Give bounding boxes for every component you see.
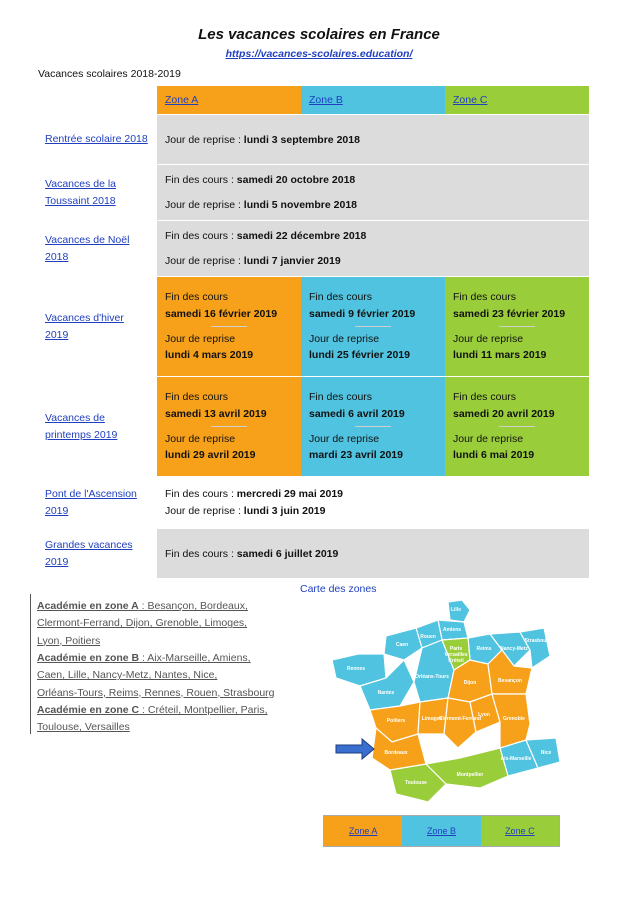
- printemps-b-fin-date: samedi 6 avril 2019: [309, 407, 405, 420]
- label-amiens: Amiens: [442, 627, 462, 633]
- academies-b-label: Académie en zone B: [37, 651, 140, 664]
- label-grenoble: Grenoble: [503, 716, 525, 722]
- source-link[interactable]: https://vacances-scolaires.education/: [225, 48, 413, 60]
- toussaint-fin-text: Fin des cours :: [165, 174, 237, 187]
- printemps-c-fin-date: samedi 20 avril 2019: [453, 407, 555, 420]
- label-limoges: Limoges: [421, 716, 443, 722]
- zone-a-header-label[interactable]: Zone A: [165, 94, 199, 106]
- noel-rep-text: Jour de reprise :: [165, 254, 244, 267]
- hiver-a-fin-date: samedi 16 février 2019: [165, 307, 278, 320]
- rentree-text: Jour de reprise :: [165, 133, 244, 146]
- label-aix: Aix-Marseille: [500, 756, 532, 762]
- zones-map: [330, 598, 580, 808]
- ascension-cell: [157, 477, 589, 529]
- academies-c-line1: [37, 702, 275, 719]
- ascension-fin-text: Fin des cours :: [165, 488, 237, 501]
- zone-c-header[interactable]: [445, 86, 589, 115]
- calendar-subtitle: Vacances scolaires 2018-2019: [38, 68, 181, 80]
- printemps-zone-a-cell: [157, 377, 301, 477]
- table-row-hiver: [37, 277, 589, 377]
- noel-fin-text: Fin des cours :: [165, 230, 237, 243]
- hiver-zone-b-cell: [301, 277, 445, 377]
- academies-b-line3: Orléans-Tours, Reims, Rennes, Rouen, Strasbourg: [37, 686, 275, 699]
- academies-a-text1: : Besançon, Bordeaux,: [138, 600, 248, 612]
- table-row-printemps: [37, 377, 589, 477]
- hiver-a-rep-text: Jour de reprise: [165, 333, 236, 345]
- label-nice: Nice: [540, 750, 552, 756]
- academies-c-label: Académie en zone C: [37, 703, 140, 716]
- map-title[interactable]: Carte des zones: [300, 583, 377, 595]
- ete-text: Fin des cours :: [165, 547, 237, 560]
- label-versailles: Versailles: [444, 652, 468, 658]
- ascension-fin-date: mercredi 29 mai 2019: [236, 488, 344, 501]
- legend-zone-a-label[interactable]: Zone A: [348, 826, 378, 836]
- hiver-c-rep-date: lundi 11 mars 2019: [453, 349, 547, 362]
- printemps-a-rep-text: Jour de reprise: [165, 433, 236, 445]
- academies-b-line2: Caen, Lille, Nancy-Metz, Nantes, Nice,: [37, 669, 218, 682]
- label-rennes: Rennes: [346, 666, 366, 672]
- row-label-rentree[interactable]: Rentrée scolaire 2018: [37, 115, 157, 165]
- row-label-ascension[interactable]: Pont de l'Ascension 2019: [37, 477, 157, 529]
- table-row-ascension: [37, 477, 589, 529]
- toussaint-cell: [157, 165, 589, 221]
- toussaint-fin-date: samedi 20 octobre 2018: [236, 174, 356, 187]
- label-bordeaux: Bordeaux: [384, 750, 408, 756]
- rentree-cell: [157, 115, 589, 165]
- label-orleans: Orléans-Tours: [415, 674, 449, 680]
- printemps-a-rep-date: lundi 29 avril 2019: [165, 449, 256, 462]
- label-montpellier: Montpellier: [456, 772, 484, 778]
- row-label-ete[interactable]: Grandes vacances 2019: [37, 529, 157, 579]
- zone-a-header[interactable]: [157, 86, 301, 115]
- academies-c-line2: Toulouse, Versailles: [37, 721, 130, 734]
- hiver-b-rep-date: lundi 25 février 2019: [309, 349, 410, 362]
- label-dijon: Dijon: [463, 680, 477, 686]
- ete-date: samedi 6 juillet 2019: [236, 547, 339, 560]
- holiday-calendar-table: [37, 86, 589, 579]
- hiver-c-rep-text: Jour de reprise: [453, 333, 524, 345]
- label-besancon: Besançon: [498, 678, 522, 684]
- label-clermont: Clermont-Ferrand: [438, 716, 482, 722]
- label-nancy: Nancy-Metz: [500, 646, 528, 652]
- hiver-zone-c-cell: [445, 277, 589, 377]
- page-title: Les vacances scolaires en France: [198, 26, 440, 43]
- academies-b-line1: [37, 650, 275, 667]
- noel-fin-date: samedi 22 décembre 2018: [236, 230, 367, 243]
- printemps-a-fin-text: Fin des cours: [165, 391, 229, 404]
- row-label-noel[interactable]: Vacances de Noël 2018: [37, 221, 157, 277]
- label-lille: Lille: [450, 607, 462, 613]
- legend-zone-c[interactable]: [481, 816, 559, 846]
- header-empty-cell: [37, 86, 157, 115]
- hiver-a-rep-date: lundi 4 mars 2019: [165, 349, 254, 362]
- table-row-toussaint: [37, 165, 589, 221]
- ete-cell: [157, 529, 589, 579]
- hiver-b-fin-date: samedi 9 février 2019: [309, 307, 416, 320]
- hiver-c-fin-date: samedi 23 février 2019: [453, 307, 566, 320]
- hiver-c-fin-text: Fin des cours: [453, 291, 517, 304]
- row-label-printemps[interactable]: Vacances de printemps 2019: [37, 377, 157, 477]
- zone-b-header-label[interactable]: Zone B: [309, 94, 343, 106]
- table-row-ete: [37, 529, 589, 579]
- hiver-b-rep-text: Jour de reprise: [309, 333, 380, 345]
- zone-c-header-label[interactable]: Zone C: [453, 94, 488, 106]
- academies-a-line3: Lyon, Poitiers: [37, 634, 101, 647]
- zones-legend: [323, 815, 560, 847]
- academies-list: [37, 598, 275, 737]
- label-creteil: Créteil: [448, 658, 464, 664]
- toussaint-rep-date: lundi 5 novembre 2018: [243, 198, 358, 211]
- legend-zone-b-label[interactable]: Zone B: [426, 826, 456, 836]
- label-strasbourg: Strasbourg: [524, 638, 552, 644]
- label-toulouse: Toulouse: [405, 780, 427, 786]
- label-lyon: Lyon: [478, 712, 490, 718]
- hiver-zone-a-cell: [157, 277, 301, 377]
- label-rouen: Rouen: [420, 634, 436, 640]
- printemps-c-rep-date: lundi 6 mai 2019: [453, 449, 535, 462]
- legend-zone-c-label[interactable]: Zone C: [505, 826, 535, 836]
- printemps-c-fin-text: Fin des cours: [453, 391, 517, 404]
- printemps-zone-c-cell: [445, 377, 589, 477]
- label-paris: Paris: [449, 646, 463, 652]
- ascension-rep-date: lundi 3 juin 2019: [243, 504, 326, 517]
- printemps-b-rep-text: Jour de reprise: [309, 433, 380, 445]
- noel-rep-date: lundi 7 janvier 2019: [243, 254, 341, 267]
- zone-b-header[interactable]: [301, 86, 445, 115]
- rentree-date: lundi 3 septembre 2018: [243, 133, 360, 146]
- table-row-noel: [37, 221, 589, 277]
- hiver-a-fin-text: Fin des cours: [165, 291, 229, 304]
- academies-a-line1: [37, 598, 275, 615]
- academies-c-text1: : Créteil, Montpellier, Paris,: [139, 703, 268, 716]
- label-nantes: Nantes: [377, 690, 395, 696]
- printemps-zone-b-cell: [301, 377, 445, 477]
- label-poitiers: Poitiers: [386, 718, 406, 724]
- row-label-toussaint[interactable]: Vacances de la Toussaint 2018: [37, 165, 157, 221]
- printemps-b-fin-text: Fin des cours: [309, 391, 373, 404]
- table-row-rentree: [37, 115, 589, 165]
- printemps-b-rep-date: mardi 23 avril 2019: [309, 449, 403, 462]
- legend-zone-a[interactable]: [324, 816, 402, 846]
- hiver-b-fin-text: Fin des cours: [309, 291, 373, 304]
- label-caen: Caen: [395, 642, 409, 648]
- printemps-a-fin-date: samedi 13 avril 2019: [165, 407, 267, 420]
- row-label-hiver[interactable]: Vacances d'hiver 2019: [37, 277, 157, 377]
- ascension-rep-text: Jour de reprise :: [165, 504, 244, 517]
- academies-a-label: Académie en zone A: [37, 600, 139, 612]
- academies-side-rule: [30, 594, 31, 734]
- academies-a-line2: Clermont-Ferrand, Dijon, Grenoble, Limoges,: [37, 617, 248, 630]
- toussaint-rep-text: Jour de reprise :: [165, 198, 244, 211]
- label-reims: Reims: [476, 646, 492, 652]
- table-header-row: [37, 86, 589, 115]
- noel-cell: [157, 221, 589, 277]
- printemps-c-rep-text: Jour de reprise: [453, 433, 524, 445]
- legend-zone-b[interactable]: [402, 816, 480, 846]
- arrow-icon: [336, 739, 374, 759]
- academies-b-text1: : Aix-Marseille, Amiens,: [139, 651, 251, 664]
